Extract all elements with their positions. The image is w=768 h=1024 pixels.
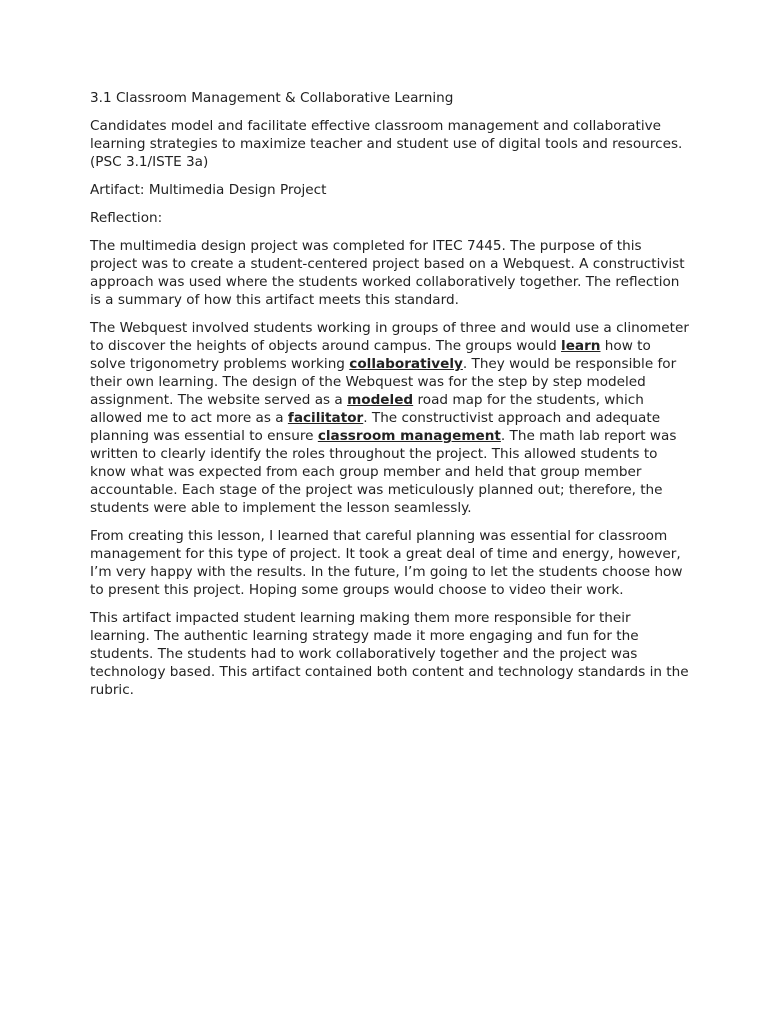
- paragraph-text: how to solve trigonometry problems working: [90, 338, 651, 372]
- paragraph-text: . They would be responsible for their own learning. The design of the Webquest was for the step by step modeled assignment. The website served as a: [90, 356, 677, 408]
- reflection-paragraph-4: This artifact impacted student learning making them more responsible for their learning. The authentic learning strategy made it more engaging and fun for the students. The students had to work collaboratively together and the project was technology based. This artifact contained both content and technology standards in the rubric.: [90, 610, 689, 698]
- artifact-title: Artifact: Multimedia Design Project: [90, 182, 327, 198]
- keyword-facilitator: facilitator: [287, 410, 364, 426]
- keyword-modeled: modeled: [347, 392, 414, 408]
- reflection-paragraph-3: From creating this lesson, I learned that careful planning was essential for classroom management for this type of project. It took a great deal of time and energy, however, I’m very happy with the results. In the future, I’m going to let the students choose how to present this project. Hoping some groups would choose to video their work.: [90, 528, 683, 598]
- section-heading: 3.1 Classroom Management & Collaborative Learning: [90, 90, 454, 106]
- reflection-paragraph-2: [90, 319, 690, 517]
- document-page: [90, 89, 690, 709]
- reflection-label: Reflection:: [90, 210, 163, 226]
- reflection-paragraph-1: The multimedia design project was completed for ITEC 7445. The purpose of this project was to create a student-centered project based on a Webquest. A constructivist approach was used where the students worked collaboratively together. The reflection is a summary of how this artifact meets this standard.: [90, 238, 685, 308]
- keyword-collaboratively: collaboratively: [349, 356, 463, 372]
- paragraph-text: The Webquest involved students working in groups of three and would use a clinometer to discover the heights of objects around campus. The groups would: [90, 320, 689, 354]
- paragraph-text: . The constructivist approach and adequate planning was essential to ensure: [90, 410, 661, 444]
- keyword-learn: learn: [561, 338, 601, 354]
- keyword-classroom-management: classroom management: [317, 428, 501, 444]
- standard-description: Candidates model and facilitate effective classroom management and collaborative learning strategies to maximize teacher and student use of digital tools and resources. (PSC 3.1/ISTE 3a): [90, 118, 683, 170]
- paragraph-text: . The math lab report was written to clearly identify the roles throughout the project. This allowed students to know what was expected from each group member and held that group member accountable. Each stage of the project was meticulously planned out; therefore, the students were able to implement the lesson seamlessly.: [90, 428, 677, 516]
- paragraph-text: road map for the students, which allowed me to act more as a: [90, 392, 644, 426]
